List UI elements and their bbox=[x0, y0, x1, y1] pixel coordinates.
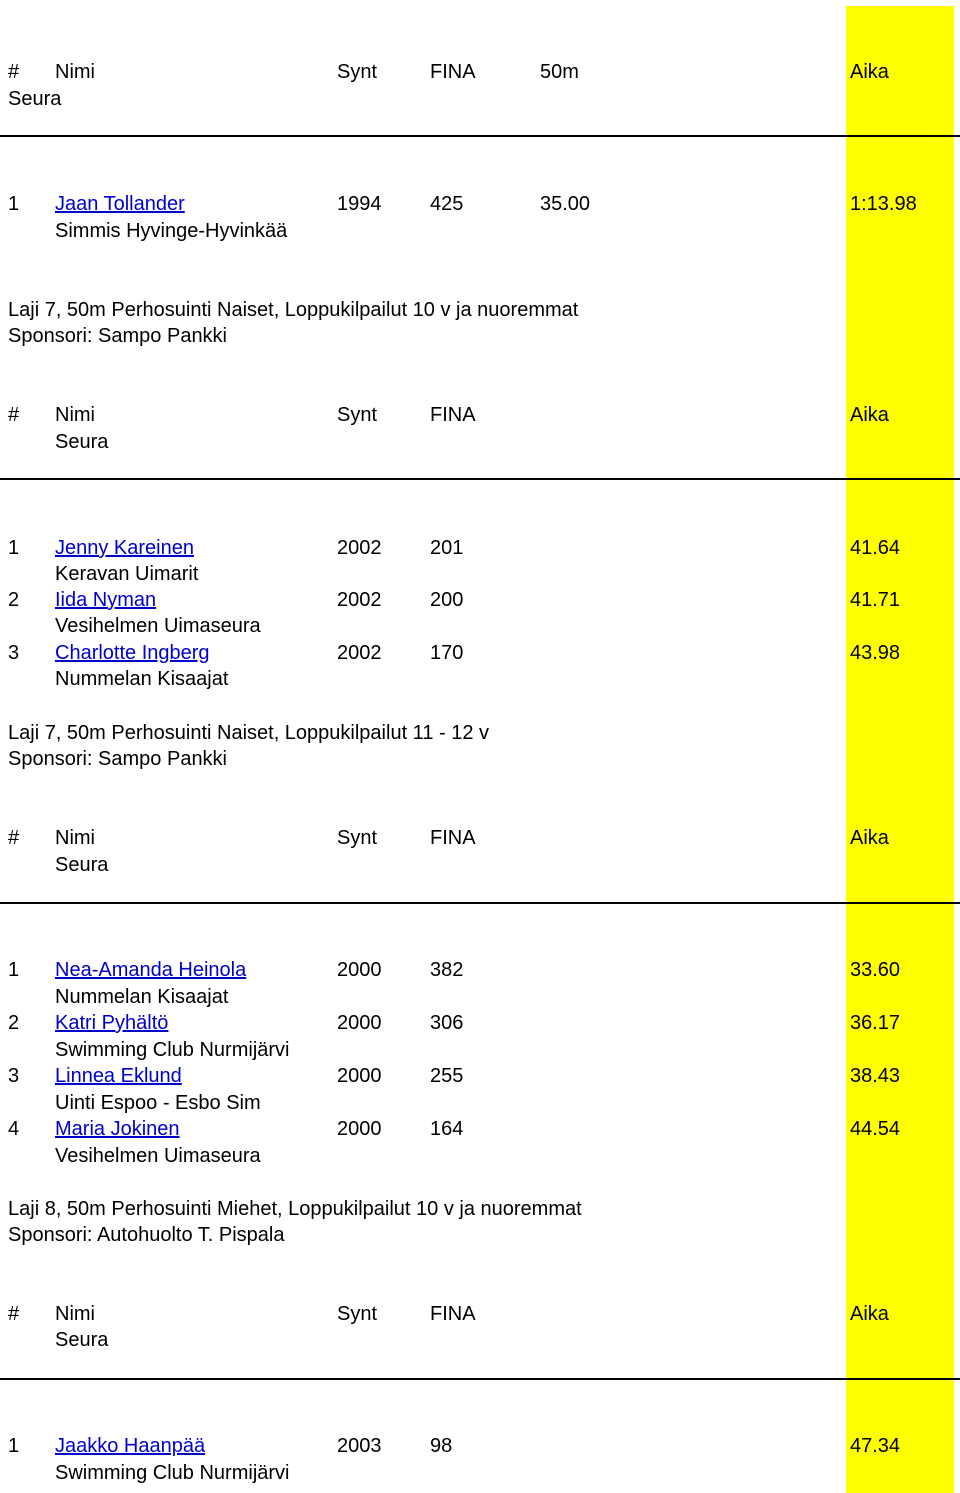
header-name: Nimi bbox=[55, 827, 95, 849]
swimmer-name-link[interactable]: Iida Nyman bbox=[55, 589, 157, 611]
header-aika: Aika bbox=[850, 1303, 889, 1325]
result-club: Uinti Espoo - Esbo Sim bbox=[55, 1092, 261, 1114]
swimmer-name-link[interactable]: Maria Jokinen bbox=[55, 1118, 180, 1140]
header-hash: # bbox=[8, 1303, 20, 1325]
header-hash: # bbox=[8, 404, 20, 426]
result-time: 33.60 bbox=[850, 959, 901, 981]
swimmer-name-link[interactable]: Katri Pyhältö bbox=[55, 1012, 169, 1034]
header-fina: FINA bbox=[430, 404, 476, 426]
header-club: Seura bbox=[55, 854, 109, 876]
result-synt: 2000 bbox=[337, 1118, 382, 1140]
result-fina: 306 bbox=[430, 1012, 464, 1034]
result-time: 44.54 bbox=[850, 1118, 901, 1140]
header-rule bbox=[0, 135, 960, 137]
swimmer-name-link[interactable]: Jenny Kareinen bbox=[55, 537, 194, 559]
result-time: 38.43 bbox=[850, 1065, 901, 1087]
event-sponsor: Sponsori: Sampo Pankki bbox=[8, 325, 228, 347]
header-fina: FINA bbox=[430, 61, 476, 83]
header-name: Nimi bbox=[55, 1303, 95, 1325]
header-rule bbox=[0, 1378, 960, 1380]
result-club: Swimming Club Nurmijärvi bbox=[55, 1462, 290, 1484]
swimmer-name-link[interactable]: Linnea Eklund bbox=[55, 1065, 182, 1087]
swimmer-name-link[interactable]: Jaakko Haanpää bbox=[55, 1435, 206, 1457]
header-aika: Aika bbox=[850, 61, 889, 83]
result-place: 1 bbox=[8, 193, 20, 215]
result-synt: 2000 bbox=[337, 959, 382, 981]
header-split: 50m bbox=[540, 61, 579, 83]
result-place: 2 bbox=[8, 589, 20, 611]
header-aika: Aika bbox=[850, 827, 889, 849]
header-fina: FINA bbox=[430, 1303, 476, 1325]
result-place: 1 bbox=[8, 1435, 20, 1457]
result-synt: 2000 bbox=[337, 1012, 382, 1034]
swimmer-name-link[interactable]: Jaan Tollander bbox=[55, 193, 185, 215]
result-club: Keravan Uimarit bbox=[55, 563, 199, 585]
header-fina: FINA bbox=[430, 827, 476, 849]
result-club: Vesihelmen Uimaseura bbox=[55, 615, 261, 637]
result-place: 3 bbox=[8, 642, 20, 664]
header-hash: # bbox=[8, 827, 20, 849]
header-aika: Aika bbox=[850, 404, 889, 426]
result-synt: 2002 bbox=[337, 589, 382, 611]
aika-column-highlight bbox=[846, 6, 954, 1493]
header-name: Nimi bbox=[55, 61, 95, 83]
result-synt: 2000 bbox=[337, 1065, 382, 1087]
header-rule bbox=[0, 478, 960, 480]
header-club: Seura bbox=[55, 1329, 109, 1351]
swimmer-name-link[interactable]: Nea-Amanda Heinola bbox=[55, 959, 247, 981]
result-time: 47.34 bbox=[850, 1435, 901, 1457]
result-synt: 2002 bbox=[337, 642, 382, 664]
result-club: Vesihelmen Uimaseura bbox=[55, 1145, 261, 1167]
result-time: 1:13.98 bbox=[850, 193, 917, 215]
swimmer-name-link[interactable]: Charlotte Ingberg bbox=[55, 642, 210, 664]
result-fina: 164 bbox=[430, 1118, 464, 1140]
result-fina: 170 bbox=[430, 642, 464, 664]
result-split: 35.00 bbox=[540, 193, 591, 215]
result-place: 1 bbox=[8, 537, 20, 559]
header-synt: Synt bbox=[337, 404, 378, 426]
header-rule bbox=[0, 902, 960, 904]
event-title: Laji 8, 50m Perhosuinti Miehet, Loppukilpailut 10 v ja nuoremmat bbox=[8, 1198, 582, 1220]
header-name: Nimi bbox=[55, 404, 95, 426]
event-title: Laji 7, 50m Perhosuinti Naiset, Loppukilpailut 11 - 12 v bbox=[8, 722, 490, 744]
result-place: 4 bbox=[8, 1118, 20, 1140]
result-time: 41.64 bbox=[850, 537, 901, 559]
result-time: 36.17 bbox=[850, 1012, 901, 1034]
result-fina: 255 bbox=[430, 1065, 464, 1087]
result-synt: 2003 bbox=[337, 1435, 382, 1457]
result-time: 43.98 bbox=[850, 642, 901, 664]
header-club: Seura bbox=[55, 431, 109, 453]
header-hash: # bbox=[8, 61, 20, 83]
event-title: Laji 7, 50m Perhosuinti Naiset, Loppukilpailut 10 v ja nuoremmat bbox=[8, 299, 579, 321]
header-synt: Synt bbox=[337, 61, 378, 83]
result-fina: 200 bbox=[430, 589, 464, 611]
event-sponsor: Sponsori: Autohuolto T. Pispala bbox=[8, 1224, 285, 1246]
result-place: 3 bbox=[8, 1065, 20, 1087]
result-synt: 1994 bbox=[337, 193, 382, 215]
result-fina: 98 bbox=[430, 1435, 453, 1457]
result-time: 41.71 bbox=[850, 589, 901, 611]
result-club: Nummelan Kisaajat bbox=[55, 668, 229, 690]
result-synt: 2002 bbox=[337, 537, 382, 559]
result-fina: 425 bbox=[430, 193, 464, 215]
result-club: Swimming Club Nurmijärvi bbox=[55, 1039, 290, 1061]
result-fina: 382 bbox=[430, 959, 464, 981]
result-club: Simmis Hyvinge-Hyvinkää bbox=[55, 220, 288, 242]
header-synt: Synt bbox=[337, 827, 378, 849]
header-club: Seura bbox=[8, 88, 62, 110]
result-place: 1 bbox=[8, 959, 20, 981]
header-synt: Synt bbox=[337, 1303, 378, 1325]
result-fina: 201 bbox=[430, 537, 464, 559]
result-place: 2 bbox=[8, 1012, 20, 1034]
result-club: Nummelan Kisaajat bbox=[55, 986, 229, 1008]
event-sponsor: Sponsori: Sampo Pankki bbox=[8, 748, 228, 770]
